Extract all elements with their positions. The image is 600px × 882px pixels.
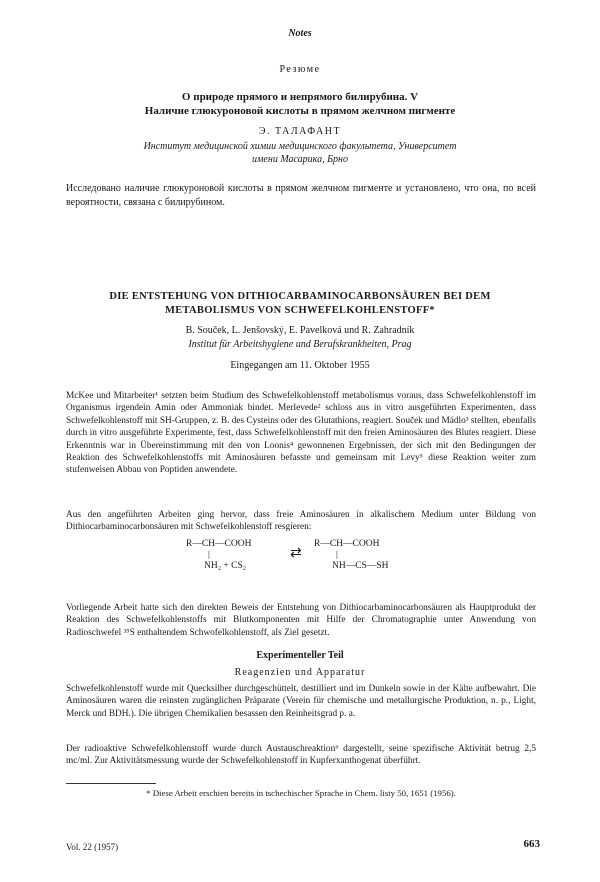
article-title <box>70 290 530 318</box>
resume-affiliation <box>100 140 500 166</box>
page-number: 663 <box>523 838 540 850</box>
paragraph-intro: McKee und Mitarbeiter¹ setzten beim Studium des Schwefelkohlenstoff metabolismus voraus, dass Schwefelkohlenstoff im Organismus irgendein Amin oder Ammoniak bindet. Merlevede² schloss aus in vitro ausgeführten Experimenten, dass Schwefelkohlenstoff mit SH-Gruppen, z. B. des Cysteins oder des Glutathions, reagiert. Souček und Mádlo³ stellten, ebenfalls durch in vitro ausgeführte Experimente, fest, dass Schwefelkohlenstoff mit den freien Aminosäuren des Blutes reagiert. Diese Erkenntnis war in Übereinstimmung mit den von Loonis⁴ gewonnenen Ergebnissen, der sich mit den Bedingungen der Reaktion des Schwefelkohlenstoffs mit Aminosäuren befasste und gemeinsam mit Levy⁵ diese Reaktion weiter zum stufenweisen Abbau von Poptiden anwendete. <box>66 391 536 476</box>
subsection-title: Reagenzien und Apparatur <box>234 667 366 678</box>
article-affiliation: Institut für Arbeitshygiene und Berufskrankheiten, Prag <box>188 339 412 350</box>
footnote: * Diese Arbeit erschien bereits in tschechischer Sprache in Chem. listy 50, 1651 (1956). <box>146 788 456 798</box>
article-authors: B. Souček, L. Jenšovský, E. Pavelková und R. Zahradník <box>185 325 415 336</box>
reaction-formula <box>186 539 426 589</box>
formula-left-bond: | <box>208 550 210 560</box>
resume-author: Э. ТАЛАФАНТ <box>258 126 342 137</box>
paragraph-reaction-intro: Aus den angeführten Arbeiten ging hervor, dass freie Aminosäuren in alkalischem Medium unter Bildung von Dithiocarbaminocarbonsäuren mit Schwefelkohlenstoff resgieren: <box>66 510 536 533</box>
formula-right-bottom: NH—CS—SH <box>332 561 389 571</box>
paragraph-aim: Vorliegende Arbeit hatte sich den direkten Beweis der Entstehung von Dithiocarbaminocarbonsäuren als Hauptprodukt der Reaktion des Schwefelkohlenstoffs mit Blutkomponenten mit Hilfe der Chromatographie unter Anwendung von Radioschwefel ³⁵S enthaltendem Schwofelkohlenstoff, als Ziel gesetzt. <box>66 603 536 638</box>
resume-title-line1: О природе прямого и непрямого билирубина. V <box>181 91 419 103</box>
article-title-line1: DIE ENTSTEHUNG VON DITHIOCARBAMINOCARBONSÄUREN BEI DEM <box>109 291 491 302</box>
footnote-divider <box>66 783 156 784</box>
formula-right-bond: | <box>336 550 338 560</box>
resume-affiliation-line1: Институт медицинской химии медицинского факультета, Университет <box>143 141 457 152</box>
running-header: Notes <box>288 28 312 39</box>
paragraph-radioactive: Der radioaktive Schwefelkohlenstoff wurde durch Austauschreaktion⁶ dargestellt, seine spezifische Aktivität betrug 2,5 mc/ml. Zur Aktivitätsmessung wurde der Schwefelkohlenstoff in Kupferxanthogenat überführt. <box>66 744 536 767</box>
resume-title-line2: Наличие глюкуроновой кислоты в прямом желчном пигменте <box>144 105 456 117</box>
volume-label: Vol. 22 (1957) <box>66 842 119 852</box>
resume-title <box>60 90 540 118</box>
resume-label: Резюме <box>279 64 321 75</box>
resume-abstract: Исследовано наличие глюкуроновой кислоты в прямом желчном пигменте и установлено, что она, по всей вероятности, связана с билирубином. <box>66 183 536 208</box>
formula-left-top: R—CH—COOH <box>186 539 252 549</box>
formula-right-top: R—CH—COOH <box>314 539 380 549</box>
article-received-date: Eingegangen am 11. Oktober 1955 <box>230 360 370 371</box>
equilibrium-arrow: ⇄ <box>290 546 302 561</box>
formula-left-bottom: NH₂ + CS₂ <box>204 561 247 571</box>
resume-affiliation-line2: имени Масарика, Брно <box>252 154 348 165</box>
article-title-line2: METABOLISMUS VON SCHWEFELKOHLENSTOFF* <box>165 305 435 316</box>
paragraph-reagents: Schwefelkohlenstoff wurde mit Quecksilber durchgeschüttelt, destilliert und im Dunkeln sowie in der Kälte aufbewahrt. Die Aminosäuren waren die reinsten zugänglichen Präparate (Verein für chemische und metallurgische Produktion, n. p., Light, Merck und BDH.). Die übrigen Chemikalien besassen den Reinheitsgrad p. a. <box>66 684 536 719</box>
section-title: Experimenteller Teil <box>256 650 344 661</box>
